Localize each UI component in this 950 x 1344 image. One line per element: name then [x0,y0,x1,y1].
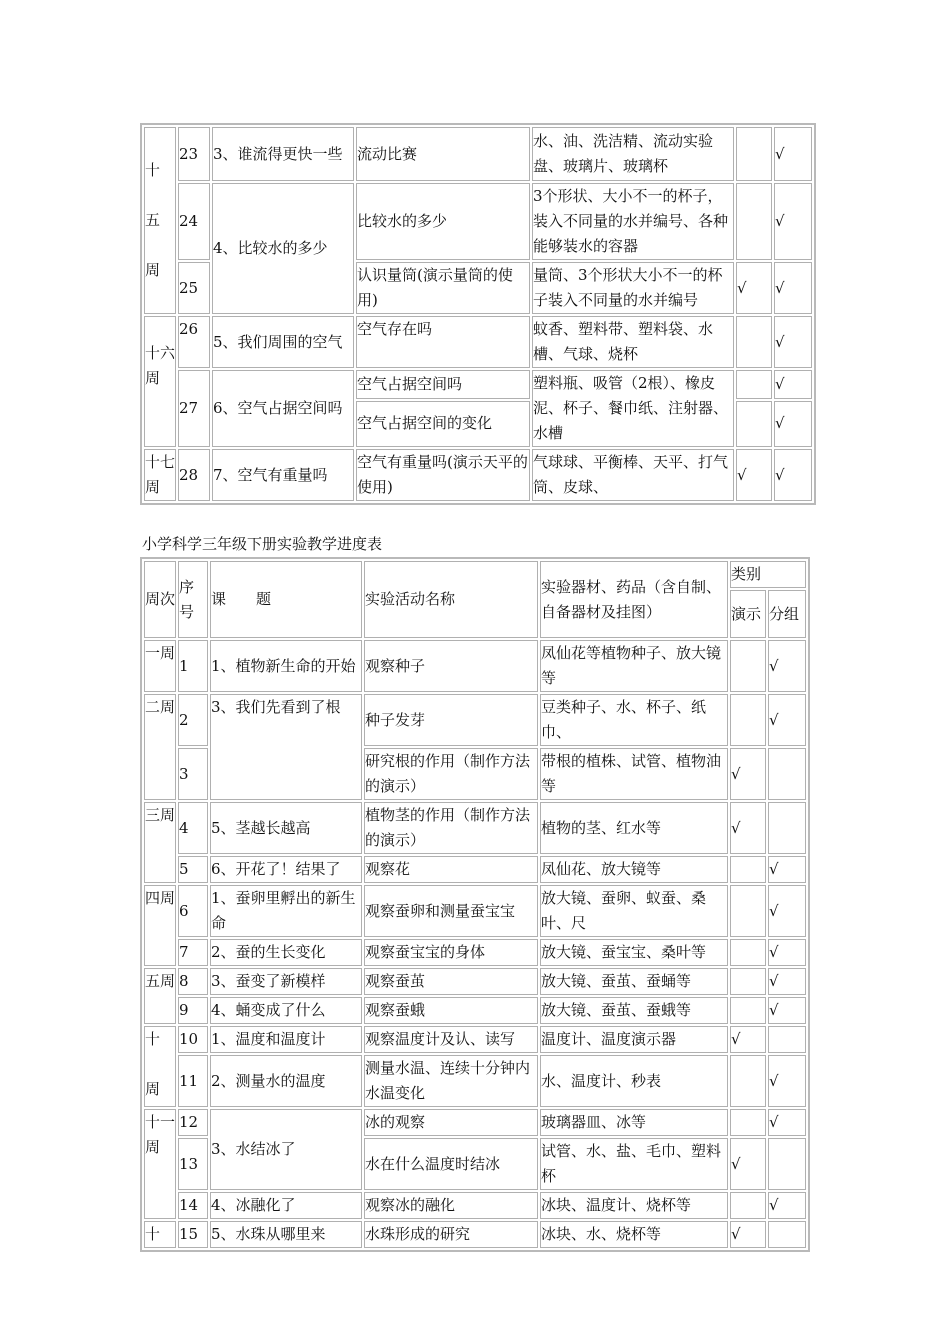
header-row [144,561,806,588]
activity-cell: 观察蚕蛾 [364,997,538,1024]
week-cell: 十 [144,1221,176,1248]
table-row [144,640,806,692]
group-cell: √ [768,640,806,692]
activity-cell: 流动比赛 [356,127,530,181]
materials-cell: 凤仙花、放大镜等 [540,856,728,883]
table-row [144,1026,806,1053]
group-cell [768,1221,806,1248]
demo-cell [730,856,766,883]
lesson-cell: 1、植物新生命的开始 [210,640,362,692]
seq-cell: 8 [178,968,208,995]
group-cell [768,802,806,854]
seq-cell: 7 [178,939,208,966]
week-cell: 十一 周 [144,1109,176,1219]
demo-cell [730,1109,766,1136]
activity-cell: 观察蚕卵和测量蚕宝宝 [364,885,538,937]
week-cell: 二周 [144,694,176,800]
lesson-cell: 5、茎越长越高 [210,802,362,854]
week-cell: 四周 [144,885,176,966]
seq-cell: 15 [178,1221,208,1248]
table-row [144,968,806,995]
group-cell: √ [768,885,806,937]
lesson-cell: 5、我们周围的空气 [212,316,354,368]
lesson-cell: 5、水珠从哪里来 [210,1221,362,1248]
seq-cell: 24 [178,183,210,260]
activity-cell: 冰的观察 [364,1109,538,1136]
lesson-cell: 3、蚕变了新模样 [210,968,362,995]
header-demo: 演示 [730,590,766,638]
week-cell: 十六 周 [144,316,176,447]
lesson-cell: 1、蚕卵里孵出的新生命 [210,885,362,937]
seq-cell: 9 [178,997,208,1024]
demo-cell [730,1192,766,1219]
week-cell: 一周 [144,640,176,692]
materials-cell: 凤仙花等植物种子、放大镜等 [540,640,728,692]
demo-cell [730,694,766,746]
materials-cell: 带根的植株、试管、植物油等 [540,748,728,800]
group-cell: √ [774,316,812,368]
group-cell [768,1138,806,1190]
materials-cell: 水、油、洗洁精、流动实验盘、玻璃片、玻璃杯 [532,127,734,181]
week-cell: 三周 [144,802,176,883]
materials-cell: 气球球、平衡棒、天平、打气筒、皮球、 [532,449,734,501]
activity-cell: 观察蚕茧 [364,968,538,995]
materials-cell: 冰块、温度计、烧杯等 [540,1192,728,1219]
demo-cell: √ [730,1138,766,1190]
group-cell: √ [768,856,806,883]
demo-cell: √ [730,1026,766,1053]
seq-cell: 14 [178,1192,208,1219]
materials-cell: 放大镜、蚕茧、蚕蛾等 [540,997,728,1024]
materials-cell: 3个形状、大小不一的杯子，装入不同量的水并编号、各种能够装水的容器 [532,183,734,260]
group-cell: √ [768,694,806,746]
activity-cell: 观察种子 [364,640,538,692]
demo-cell: √ [736,449,772,501]
seq-cell: 26 [178,316,210,368]
activity-cell: 认识量筒(演示量筒的使用) [356,262,530,314]
table-row [144,1055,806,1107]
materials-cell: 试管、水、盐、毛巾、塑料杯 [540,1138,728,1190]
week-cell: 五周 [144,968,176,1024]
seq-cell: 25 [178,262,210,314]
lesson-cell: 4、冰融化了 [210,1192,362,1219]
lesson-cell: 4、比较水的多少 [212,183,354,314]
header-week: 周次 [144,561,176,638]
table-row [144,939,806,966]
lesson-cell: 2、蚕的生长变化 [210,939,362,966]
materials-cell: 玻璃器皿、冰等 [540,1109,728,1136]
seq-cell: 1 [178,640,208,692]
materials-cell: 冰块、水、烧杯等 [540,1221,728,1248]
table-row [144,694,806,746]
seq-cell: 2 [178,694,208,746]
demo-cell [736,183,772,260]
activity-cell: 空气占据空间的变化 [356,401,530,447]
seq-cell: 5 [178,856,208,883]
demo-cell: √ [730,748,766,800]
activity-cell: 空气占据空间吗 [356,370,530,399]
group-cell: √ [774,449,812,501]
table-row [144,885,806,937]
materials-cell: 植物的茎、红水等 [540,802,728,854]
lesson-cell: 3、我们先看到了根 [210,694,362,800]
materials-cell: 量筒、3个形状大小不一的杯子装入不同量的水并编号 [532,262,734,314]
activity-cell: 观察花 [364,856,538,883]
table-row [144,1192,806,1219]
table-row [144,1109,806,1136]
materials-cell: 水、温度计、秒表 [540,1055,728,1107]
group-cell: √ [768,939,806,966]
materials-cell: 放大镜、蚕宝宝、桑叶等 [540,939,728,966]
activity-cell: 空气存在吗 [356,316,530,368]
group-cell: √ [774,401,812,447]
materials-cell: 蚊香、塑料带、塑料袋、水槽、气球、烧杯 [532,316,734,368]
demo-cell [730,640,766,692]
group-cell [768,1026,806,1053]
lesson-cell: 3、水结冰了 [210,1109,362,1190]
activity-cell: 水在什么温度时结冰 [364,1138,538,1190]
demo-cell [736,401,772,447]
activity-cell: 种子发芽 [364,694,538,746]
lesson-cell: 1、温度和温度计 [210,1026,362,1053]
activity-cell: 测量水温、连续十分钟内水温变化 [364,1055,538,1107]
activity-cell: 观察冰的融化 [364,1192,538,1219]
demo-cell: √ [730,1221,766,1248]
lesson-cell: 2、测量水的温度 [210,1055,362,1107]
seq-cell: 23 [178,127,210,181]
demo-cell [736,316,772,368]
table-row [144,856,806,883]
demo-cell [730,885,766,937]
table-row [144,183,812,260]
activity-cell: 研究根的作用（制作方法的演示） [364,748,538,800]
table-row [144,370,812,399]
activity-cell: 观察蚕宝宝的身体 [364,939,538,966]
activity-cell: 空气有重量吗(演示天平的使用) [356,449,530,501]
group-cell: √ [774,183,812,260]
header-materials: 实验器材、药品（含自制、自备器材及挂图） [540,561,728,638]
seq-cell: 13 [178,1138,208,1190]
activity-cell: 比较水的多少 [356,183,530,260]
demo-cell [730,968,766,995]
demo-cell [730,1055,766,1107]
seq-cell: 10 [178,1026,208,1053]
seq-cell: 11 [178,1055,208,1107]
table-row [144,449,812,501]
demo-cell [736,370,772,399]
table-caption: 小学科学三年级下册实验教学进度表 [142,535,383,553]
activity-cell: 水珠形成的研究 [364,1221,538,1248]
demo-cell [730,939,766,966]
week-cell: 十 周 [144,1026,176,1107]
group-cell: √ [768,1192,806,1219]
lesson-cell: 6、空气占据空间吗 [212,370,354,447]
seq-cell: 27 [178,370,210,447]
seq-cell: 3 [178,748,208,800]
lesson-cell: 4、蛹变成了什么 [210,997,362,1024]
materials-cell: 放大镜、蚕茧、蚕蛹等 [540,968,728,995]
week-cell: 十 五 周 [144,127,176,314]
lesson-cell: 3、谁流得更快一些 [212,127,354,181]
materials-cell: 塑料瓶、吸管（2根）、橡皮泥、杯子、餐巾纸、注射器、水槽 [532,370,734,447]
table-row [144,997,806,1024]
table-row [144,1221,806,1248]
table-row [144,316,812,368]
seq-cell: 6 [178,885,208,937]
lesson-cell: 6、开花了！结果了 [210,856,362,883]
progress-table-continued [140,123,816,505]
group-cell: √ [774,370,812,399]
group-cell: √ [768,997,806,1024]
seq-cell: 12 [178,1109,208,1136]
group-cell: √ [774,127,812,181]
materials-cell: 温度计、温度演示器 [540,1026,728,1053]
seq-cell: 4 [178,802,208,854]
progress-table [140,557,810,1252]
group-cell: √ [768,968,806,995]
demo-cell: √ [730,802,766,854]
seq-cell: 28 [178,449,210,501]
activity-cell: 植物茎的作用（制作方法的演示） [364,802,538,854]
header-seq: 序 号 [178,561,208,638]
materials-cell: 放大镜、蚕卵、蚁蚕、桑叶、尺 [540,885,728,937]
demo-cell [736,127,772,181]
group-cell [768,748,806,800]
table-row [144,127,812,181]
materials-cell: 豆类种子、水、杯子、纸巾、 [540,694,728,746]
demo-cell: √ [736,262,772,314]
header-category: 类别 [730,561,806,588]
group-cell: √ [774,262,812,314]
lesson-cell: 7、空气有重量吗 [212,449,354,501]
header-lesson: 课 题 [210,561,362,638]
demo-cell [730,997,766,1024]
activity-cell: 观察温度计及认、读写 [364,1026,538,1053]
week-cell: 十七 周 [144,449,176,501]
table-row [144,802,806,854]
group-cell: √ [768,1055,806,1107]
group-cell: √ [768,1109,806,1136]
header-group: 分组 [768,590,806,638]
header-activity: 实验活动名称 [364,561,538,638]
